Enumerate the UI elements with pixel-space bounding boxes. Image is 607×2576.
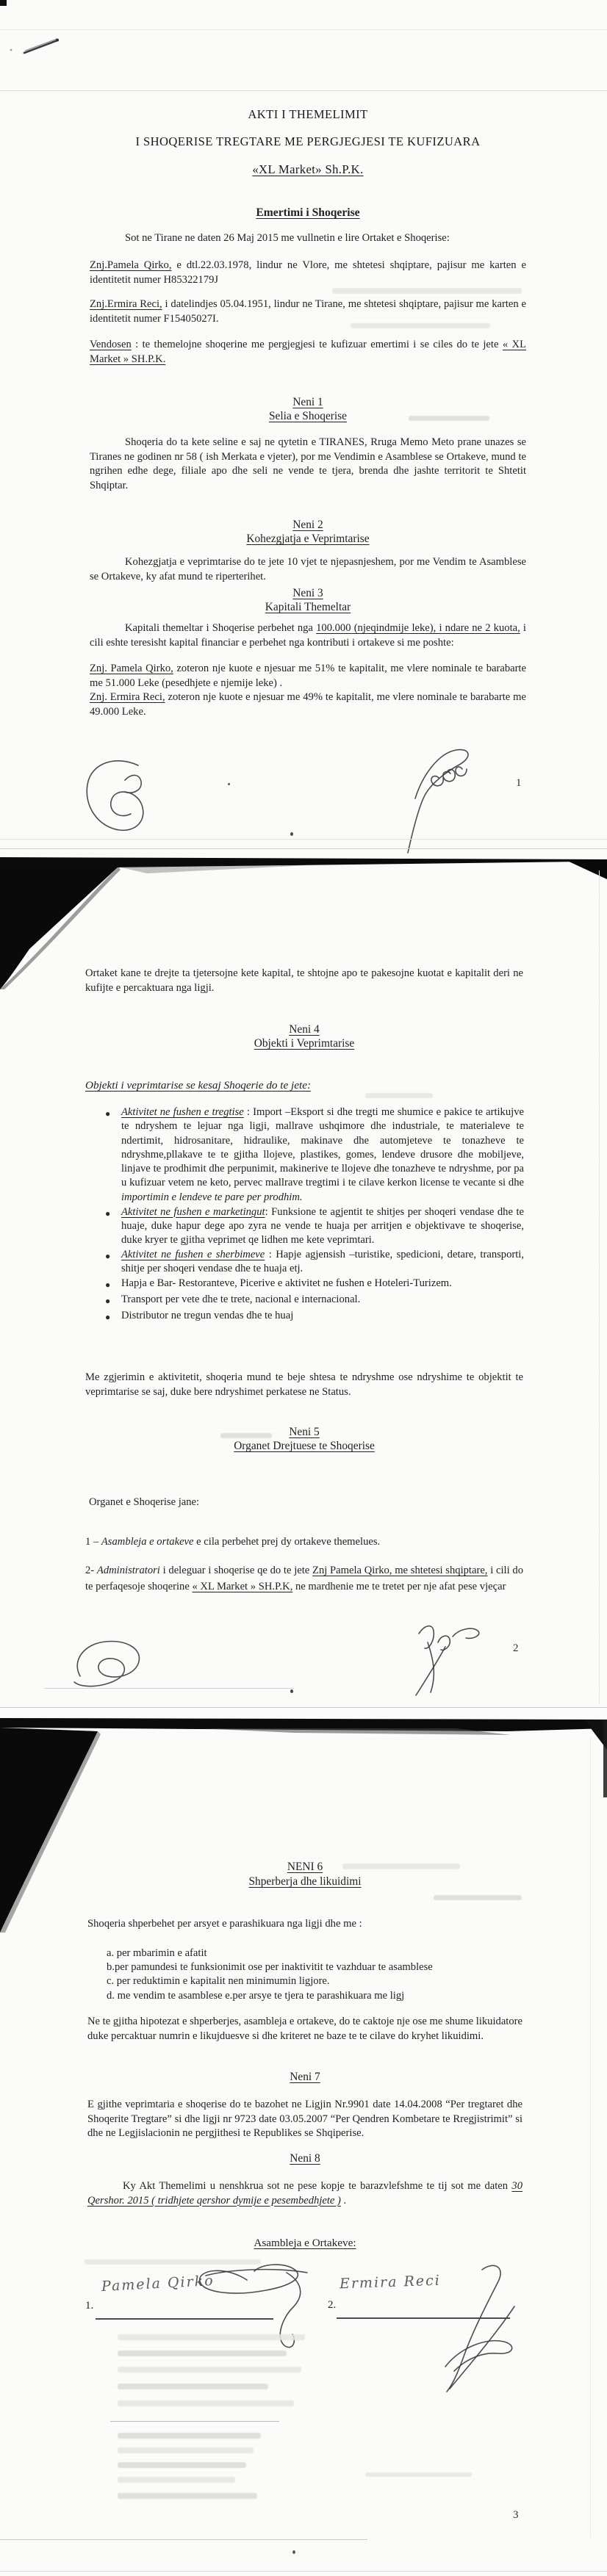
bullet-icon: ●: [105, 1250, 111, 1261]
neni2-title-label: Neni 2: [292, 519, 323, 531]
neni1-title-label: Neni 1: [292, 396, 323, 408]
organ-item2-text2: i cili do te perfaqesoje shoqerine: [85, 1565, 523, 1592]
bleed-through-text: [351, 323, 490, 328]
partner1-details: e dtl.22.03.1978, lindur ne Vlore, me shtetesi shqiptare, pajisur me karten e identitetit numer H85322179J: [90, 259, 526, 286]
bleed-through-text: [409, 416, 489, 421]
paper-edge: [590, 1737, 591, 2538]
neni3-body-post: i cili eshte teresisht kapital financiar e perbehet nga kontributi i ortakeve si me poshte:: [90, 622, 526, 649]
company-name: «XL Market» Sh.P.K.: [252, 162, 364, 176]
scan-fold-line: [0, 29, 607, 30]
neni3-body-pre: Kapitali themeltar i Shoqerise perbehet nga: [125, 622, 317, 634]
bullet-item-marketingut: [105, 1205, 524, 1248]
neni3-subtitle-label: Kapitali Themeltar: [265, 601, 351, 613]
neni5-title-label: Neni 5: [289, 1426, 320, 1438]
neni4-title-label: Neni 4: [289, 1023, 320, 1036]
neni5-subtitle-label: Organet Drejtuese te Shoqerise: [234, 1440, 375, 1452]
scan-fold-line: [0, 90, 607, 91]
bullet-item-tregtise: [105, 1105, 524, 1205]
neni6-subtitle: [87, 1875, 522, 1889]
expansion-paragraph: Me zgjerimin e aktivitetit, shoqeria mund te beje shtesa te ndryshme ose ndryshime te objektit te veprimtarise se saj, duke bere ndryshimet perkatese ne Status.: [85, 1371, 523, 1398]
partner2-details: i datelindjes 05.04.1951, lindur ne Tirane, me shtetesi shqiptare, pajisur me karten e identitetit numer F15405027I.: [90, 298, 526, 325]
neni8-body: [87, 2179, 522, 2208]
partner1-name: Znj.Pamela Qirko,: [90, 259, 172, 271]
bleed-through-text: [342, 1864, 460, 1869]
organ-item2-term: Administratori: [96, 1565, 160, 1576]
organ-item-2: [85, 1563, 523, 1595]
bleed-through-text: [365, 2472, 472, 2477]
signature2-flourish: [439, 2259, 531, 2406]
neni4-title: [85, 1022, 523, 1037]
page3-number: 3: [513, 2509, 519, 2521]
quota1-details: zoteron nje kuote e njesuar me 51% te kapitalit, me vlere nominale te barabarte me 51.000 Leke (pesedhjete e njemije leke) .: [90, 663, 526, 689]
neni8-body-pre: Ky Akt Themelimi u nenshkrua sot ne pese kopje te barazvlefshme te tij sot me daten: [123, 2180, 512, 2192]
assembly-heading-label: Asambleja e Ortakeve:: [254, 2237, 356, 2249]
object-lead-line: [85, 1078, 523, 1093]
page1-number: 1: [516, 777, 522, 789]
intro-line: Sot ne Tirane ne daten 26 Maj 2015 me vullnetin e lire Ortaket e Shoqerise:: [125, 232, 450, 244]
bullet-body: Hapja e Bar- Restoranteve, Picerive e aktivitet ne fushen e Hoteleri-Turizem.: [121, 1277, 452, 1290]
bullet-icon: ●: [105, 1280, 111, 1291]
quota2-paragraph: [90, 690, 526, 719]
page2-number: 2: [513, 1642, 519, 1654]
quota2-name: Znj. Ermira Reci,: [90, 691, 165, 703]
signature1-number: 1.: [85, 2300, 94, 2312]
list-item-b: b.per pamundesi te funksionimit ose per inaktivitit te vazhduar te asamblese: [107, 1961, 433, 1974]
staple-mark: [7, 33, 73, 62]
neni1-body: Shoqeria do ta kete seline e saj ne qytetin e TIRANES, Rruga Memo Meto prane unazes se Tiranes ne godinen nr 58 ( ish Merkata e vjeter), por me Vendimin e Asamblese se Ortakeve, mund te ngrihen edhe dege, filiale apo dhe seli ne vende te tjera, brenda dhe jashte territorit te Shtetit Shqiptar.: [90, 436, 526, 491]
bullet-body: Hapje agjensish –turistike, spedicioni, detare, transporti, shitje per shoqeri vendase dhe te huaja etj.: [121, 1248, 525, 1275]
bullet-lead: Aktivitet ne fushen e marketingut: [121, 1205, 265, 1218]
organ-item-1: [85, 1535, 523, 1550]
neni3-title: [90, 586, 526, 601]
signature1-line: [96, 2318, 273, 2320]
signature-qirko-initials: [70, 1638, 151, 1693]
capital-amount: 100.000 (njeqindmije leke), i ndare ne 2 kuota,: [316, 622, 520, 634]
bullet-item-sherbimeve: [105, 1248, 524, 1277]
scan-corner-mark: [0, 0, 7, 6]
partner2-paragraph: [90, 297, 526, 326]
bullet-sep: :: [243, 1106, 254, 1118]
paper-edge: [599, 870, 600, 1704]
neni6-subtitle-label: Shperberja dhe likuidimi: [248, 1875, 362, 1888]
bleed-through-text: [118, 2433, 261, 2439]
liquidation-paragraph: Ne te gjitha hipotezat e shperberjes, asambleja e ortakeve, do te caktoje nje ose me shume likuidatore duke percaktuar numrin e likujduesve si dhe kriteret ne baze te te cilave do kryhet likuidimi.: [87, 2016, 522, 2042]
signature2-line: [337, 2317, 510, 2319]
neni4-subtitle-label: Objekti i Veprimtarise: [254, 1037, 355, 1050]
bleed-through-text: [118, 2367, 301, 2373]
administrator-name: Znj Pamela Qirko, me shtetesi shqiptare,: [312, 1565, 488, 1576]
signature2-number: 2.: [328, 2299, 337, 2311]
bullet-tail: importimin e lendeve te pare per prodhim.: [121, 1191, 303, 1203]
quota2-details: zoteron nje kuote e njesuar me 49% te kapitalit, me vlere nominale te barabarte me 49.000 Leke.: [90, 691, 526, 718]
neni8-body-post: .: [340, 2194, 347, 2207]
scan-fold-line: [44, 1688, 294, 1689]
neni2-body: Kohezgjatja e veprimtarise do te jete 10 vjet te njepasnjeshem, por me Vendim te Asamblese se Ortakeve, ky afat mund te riperterihet.: [90, 556, 526, 582]
bleed-through-rule: [110, 2421, 279, 2422]
bullet-body: Funksione te agjentit te shitjes per shoqeri vendase dhe te huaje, duke hapur dege apo zyra ne vende te huaja per arritjen e objektivave te shoqerise, duke kryer te gjitha veprimet qe lidhen me kete veprimtari.: [121, 1205, 525, 1246]
quota1-paragraph: [90, 662, 526, 690]
scan-speck: [290, 832, 293, 836]
neni8-title-label: Neni 8: [290, 2152, 320, 2165]
bullet-body: Distributor ne tregun vendas dhe te huaj: [121, 1309, 294, 1321]
organ-item1-text: e cila perbehet prej dy ortakeve themelues.: [193, 1536, 381, 1548]
vendosen-lead: Vendosen: [90, 339, 132, 350]
bullet-item-transport: [105, 1293, 524, 1308]
neni2-subtitle: [90, 532, 526, 546]
section-heading-emertimi: [90, 206, 526, 220]
bleed-through-text: [118, 2400, 294, 2406]
bleed-through-text: [365, 1093, 433, 1098]
assembly-heading: [87, 2236, 522, 2251]
organ-item1-number: 1 –: [85, 1536, 101, 1548]
company-name-ref: « XL Market » SH.P.K,: [192, 1580, 293, 1592]
partner2-name: Znj.Ermira Reci,: [90, 298, 162, 310]
object-lead-label: Objekti i veprimtarise se kesaj Shoqerie do te jete:: [85, 1079, 312, 1092]
vendosen-company-name: « XL Market » SH.P.K.: [90, 339, 526, 365]
neni7-title-label: Neni 7: [290, 2071, 320, 2083]
scan-speck: [290, 1689, 293, 1693]
capital-rights-paragraph: Ortaket kane te drejte ta tjetersojne kete kapital, te shtojne apo te pakesojne kuotat e kapitalit deri ne kufijte e percaktuara nga ligji.: [85, 967, 523, 994]
bleed-through-text: [332, 288, 522, 294]
page-subtitle: I SHOQERISE TREGTARE ME PERGJEGJESI TE KUFIZUARA: [135, 134, 481, 148]
page-title: AKTI I THEMELIMIT: [248, 107, 368, 121]
organ-item2-text3: ne mardhenie me te tretet per nje afat pese vjeçar: [292, 1580, 506, 1592]
neni5-subtitle: [85, 1439, 523, 1454]
neni3-title-label: Neni 3: [292, 587, 323, 599]
signature2-handwritten-name: Ermira Reci: [339, 2272, 442, 2292]
neni2-subtitle-label: Kohezgjatja e Veprimtarise: [246, 533, 370, 545]
list-item-c: c. per reduktimin e kapitalit nen minimumin ligjore.: [107, 1975, 330, 1988]
bleed-through-text: [118, 2334, 305, 2340]
bullet-icon: ●: [105, 1311, 111, 1322]
neni7-body: E gjithe veprimtaria e shoqerise do te bazohet ne Ligjin Nr.9901 date 14.04.2008 “Per tregtaret dhe Shoqerite Tregtare” si dhe ligji nr 9723 date 03.05.2007 “Per Qendren Kombetare te Rregjistrimit” si dhe ne Legjislacionin ne pergjithesi te Republikes se Shqiperise.: [87, 2099, 522, 2139]
organ-item1-term: Asambleja e ortakeve: [101, 1536, 194, 1548]
bullet-icon: ●: [105, 1108, 111, 1119]
bullet-icon: ●: [105, 1295, 111, 1306]
neni7-title: [87, 2070, 522, 2085]
neni5-title: [85, 1425, 523, 1440]
bullet-lead: Aktivitet ne fushen e tregtise: [121, 1106, 244, 1118]
partner1-paragraph: [90, 259, 526, 287]
organs-lead-line: Organet e Shoqerise jane:: [89, 1496, 200, 1508]
signature-qirko-initials: [81, 755, 162, 840]
neni1-subtitle-label: Selia e Shoqerise: [269, 410, 347, 422]
scan-fold-line: [0, 2571, 607, 2572]
bleed-through-text: [118, 2384, 268, 2389]
bullet-sep: :: [265, 1248, 276, 1260]
bullet-item-distributor: [105, 1309, 524, 1324]
organ-item2-number: 2-: [85, 1565, 97, 1576]
dissolution-reasons-list: [107, 1947, 522, 2003]
bleed-through-text: [118, 2493, 257, 2499]
signature-reci-initials: [406, 1622, 490, 1699]
bleed-through-text: [220, 1433, 272, 1438]
vendosen-text: : te themelojne shoqerine me pergjegjesi te kufizuar emertimi i se ciles do te jete: [131, 339, 503, 350]
scan-speck: [292, 2550, 295, 2554]
neni4-subtitle: [85, 1036, 523, 1051]
bullet-item-bar-restorante: [105, 1277, 524, 1292]
company-name-heading: [90, 162, 526, 177]
section-heading-label: Emertimi i Shoqerise: [256, 206, 360, 219]
vendosen-paragraph: [90, 338, 526, 367]
activities-bullet-list: [105, 1105, 524, 1324]
neni8-title: [87, 2151, 522, 2166]
list-item-d: d. me vendim te asamblese e.per arsye te tjera te parashikuara me ligj: [107, 1989, 405, 2002]
bullet-sep: :: [265, 1205, 272, 1218]
bleed-through-text: [118, 2477, 235, 2483]
bullet-body: Transport per vete dhe te trete, nacional e internacional.: [121, 1293, 361, 1305]
neni3-subtitle: [90, 600, 526, 615]
neni1-title: [90, 395, 526, 410]
bleed-through-text: [434, 1895, 522, 1900]
organ-item2-text: i deleguar i shoqerise qe do te jete: [159, 1565, 313, 1576]
signature1-flourish: [184, 2254, 323, 2364]
bullet-icon: ●: [105, 1208, 111, 1219]
signing-date: 30 Qershor. 2015 ( tridhjete qershor dymije e pesembedhjete ): [87, 2180, 522, 2207]
bleed-through-text: [118, 2447, 254, 2453]
scan-speck: [228, 783, 230, 785]
page-break-shadow: [0, 1704, 607, 1939]
list-item-a: a. per mbarimin e afatit: [107, 1947, 207, 1959]
scan-fold-line: [0, 2539, 367, 2540]
bullet-body: Import –Eksport si dhe tregti me shumice e pakice te artikujve te ndryshem te lejuar nga ligji, mallrave ushqimore dhe industriale, te materialeve te ndertimit, hidrosanitare, hidraulike, makinave dhe automjeteve te tonazheve te ndryshme,pllakave te te gjitha llojeve, plastikes, gomes, lendeve drusore dhe mobiljeve, linjave te prodhimit dhe perpunimit, makinerive te llojeve dhe tonazheve te ndryshme, por pa u kufizuar vetem ne keto, pervec mallrave tregtimi i te cilave kerkon license te vecante si dhe: [121, 1106, 524, 1189]
bullet-lead: Aktivitet ne fushen e sherbimeve: [121, 1248, 265, 1260]
bleed-through-text: [118, 2350, 287, 2356]
quota1-name: Znj. Pamela Qirko,: [90, 663, 173, 674]
bleed-through-text: [118, 2462, 246, 2468]
neni3-body: [90, 621, 526, 650]
dissolution-lead: Shoqeria shperbehet per arsyet e parashikuara nga ligji dhe me :: [87, 1918, 362, 1930]
neni2-title: [90, 518, 526, 533]
signature1-handwritten-name: Pamela Qirko: [101, 2272, 215, 2295]
neni6-title-label: NENI 6: [287, 1861, 323, 1873]
